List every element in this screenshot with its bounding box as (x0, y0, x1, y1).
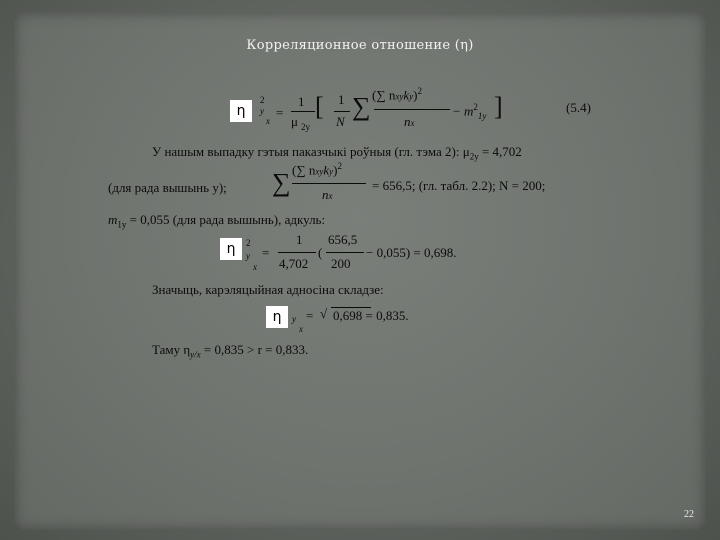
line6-y: y (292, 314, 296, 324)
f54-open-bracket: [ (315, 92, 324, 121)
line4-x: x (253, 262, 257, 272)
eta-box-2: η (220, 238, 242, 260)
line4-sq: 2 (246, 238, 251, 248)
line4-tail: − 0,055) = 0,698. (366, 245, 457, 260)
f54-eq: = (276, 105, 284, 120)
line2-tail: = 656,5; (гл. табл. 2.2); N = 200; (372, 178, 546, 193)
f54-minus-m: − $m^2_{1y}$ (452, 102, 487, 121)
line2-sigma: ∑ (272, 168, 291, 197)
line4-frac-bar-1 (278, 252, 316, 253)
text-line-2-prefix: (для рада вышынь y); (108, 180, 227, 195)
line6-x: x (299, 324, 303, 334)
f54-one: 1 (298, 94, 305, 109)
text-line-7: Таму $\eta_{y/x} = 0,835 > r = 0,833$. (152, 342, 309, 360)
f54-mu: μ (291, 114, 298, 129)
line2-frac-bar (292, 183, 366, 184)
line2-den: nx (322, 187, 333, 202)
eta-box-3: η (266, 306, 288, 328)
f54-sigma: ∑ (352, 92, 371, 121)
line2-num: (∑ nxyky)$^2$ (292, 161, 342, 178)
line4-num2: 656,5 (328, 232, 358, 247)
slide-paper (14, 12, 706, 530)
line4-frac-bar-2 (326, 252, 364, 253)
text-line-3: $m_{1y} = 0,055$ (для рада вышынь), адкуль: (108, 212, 326, 230)
f54-frac-bar-1 (291, 111, 315, 112)
line4-y: y (246, 251, 250, 261)
line4-den: 4,702 (279, 256, 309, 271)
line6-val: 0,698 = 0,835. (333, 308, 409, 323)
f54-frac-bar-2 (334, 111, 350, 112)
f54-sub-x: x (266, 116, 270, 126)
f54-mu-sub: 2y (301, 122, 310, 132)
line4-den2: 200 (331, 256, 351, 271)
f54-number: (5.4) (566, 100, 591, 115)
f54-sq: 2 (260, 95, 265, 105)
text-line-1: У нашым выпадку гэтыя паказчыкі роўныя (гл. тэма 2): $\mu_{2y} = 4,702$ (152, 144, 522, 162)
f54-one-over: 1 (338, 92, 345, 107)
line6-root: √ (320, 306, 328, 321)
line4-eq: = (262, 245, 270, 260)
f54-num-expr: (∑ nxyky)$^2$ (372, 86, 422, 103)
slide-title: Корреляционное отношение (η) (246, 38, 474, 53)
f54-close-bracket: ] (494, 92, 503, 121)
line4-one: 1 (296, 232, 303, 247)
f54-N: N (336, 114, 345, 129)
f54-frac-bar-3 (374, 109, 450, 110)
f54-den: nx (404, 114, 415, 129)
f54-sub-y: y (260, 106, 264, 116)
text-line-5: Значыць, карэляцыйная адносіна складзе: (152, 282, 384, 297)
page-number: 22 (684, 509, 694, 520)
line4-open: ( (318, 245, 323, 260)
eta-box-1: η (230, 100, 252, 122)
line6-eq: = (306, 308, 314, 323)
